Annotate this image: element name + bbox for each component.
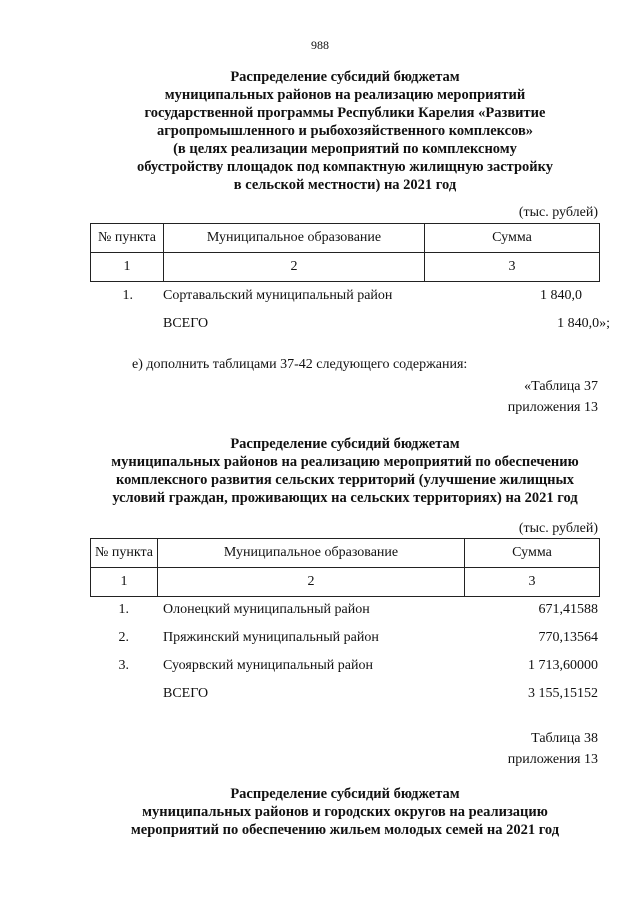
header-number: № пункта xyxy=(91,224,164,253)
table-header xyxy=(90,223,600,282)
row-number: 1. xyxy=(122,288,133,303)
header-municipality: Муниципальное образование xyxy=(164,224,425,253)
row-number: 2. xyxy=(118,630,129,645)
row-municipality: Сортавальский муниципальный район xyxy=(163,288,393,303)
title-line: комплексного развития сельских территорий (улучшение жилищных xyxy=(115,472,575,488)
section3-title xyxy=(60,785,630,839)
header-municipality: Муниципальное образование xyxy=(158,539,465,568)
title-line: Распределение субсидий бюджетам xyxy=(230,69,460,85)
amendment-paragraph: е) дополнить таблицами 37-42 следующего содержания: xyxy=(132,357,468,372)
reference-line: приложения 13 xyxy=(507,400,598,415)
title-line: Распределение субсидий бюджетам xyxy=(230,786,460,802)
title-line: муниципальных районов на реализацию мероприятий по обеспечению xyxy=(111,454,579,470)
row-number: 1. xyxy=(118,602,129,617)
column-number: 3 xyxy=(425,253,600,282)
row-amount: 1 713,60000 xyxy=(528,658,598,673)
section1-title xyxy=(60,68,630,194)
total-amount: 3 155,15152 xyxy=(528,686,598,701)
title-line: агропромышленного и рыбохозяйственного комплексов» xyxy=(156,123,534,139)
units-label: (тыс. рублей) xyxy=(518,521,598,536)
row-amount: 1 840,0 xyxy=(540,288,582,303)
title-line: муниципальных районов и городских округов на реализацию xyxy=(142,804,548,820)
header-amount: Сумма xyxy=(425,224,600,253)
column-number: 3 xyxy=(465,568,600,597)
reference-line: «Таблица 37 xyxy=(524,379,598,394)
column-number: 1 xyxy=(91,253,164,282)
table-header xyxy=(90,538,600,597)
title-line: в сельской местности) на 2021 год xyxy=(233,177,457,193)
total-amount: 1 840,0»; xyxy=(557,316,610,331)
table37-reference xyxy=(508,376,598,418)
row-amount: 671,41588 xyxy=(538,602,598,617)
title-line: государственной программы Республики Карелия «Развитие xyxy=(144,105,546,121)
table38-reference xyxy=(508,728,598,770)
total-label: ВСЕГО xyxy=(163,686,209,701)
title-line: мероприятий по обеспечению жильем молодых семей на 2021 год xyxy=(130,822,560,838)
title-line: (в целях реализации мероприятий по комплексному xyxy=(173,141,517,157)
reference-line: приложения 13 xyxy=(507,752,598,767)
header-number: № пункта xyxy=(91,539,158,568)
column-number: 1 xyxy=(91,568,158,597)
row-municipality: Олонецкий муниципальный район xyxy=(163,602,370,617)
title-line: условий граждан, проживающих на сельских территориях) на 2021 год xyxy=(112,490,578,506)
title-line: Распределение субсидий бюджетам xyxy=(230,436,460,452)
page-number: 988 xyxy=(311,38,329,52)
row-amount: 770,13564 xyxy=(538,630,598,645)
title-line: обустройству площадок под компактную жилищную застройку xyxy=(136,159,554,175)
section2-title xyxy=(60,435,630,507)
row-municipality: Пряжинский муниципальный район xyxy=(163,630,379,645)
column-number: 2 xyxy=(158,568,465,597)
column-number: 2 xyxy=(164,253,425,282)
header-amount: Сумма xyxy=(465,539,600,568)
row-municipality: Суоярвский муниципальный район xyxy=(163,658,373,673)
row-number: 3. xyxy=(118,658,129,673)
title-line: муниципальных районов на реализацию мероприятий xyxy=(164,87,526,103)
units-label: (тыс. рублей) xyxy=(518,205,598,220)
reference-line: Таблица 38 xyxy=(531,731,598,746)
total-label: ВСЕГО xyxy=(163,316,209,331)
